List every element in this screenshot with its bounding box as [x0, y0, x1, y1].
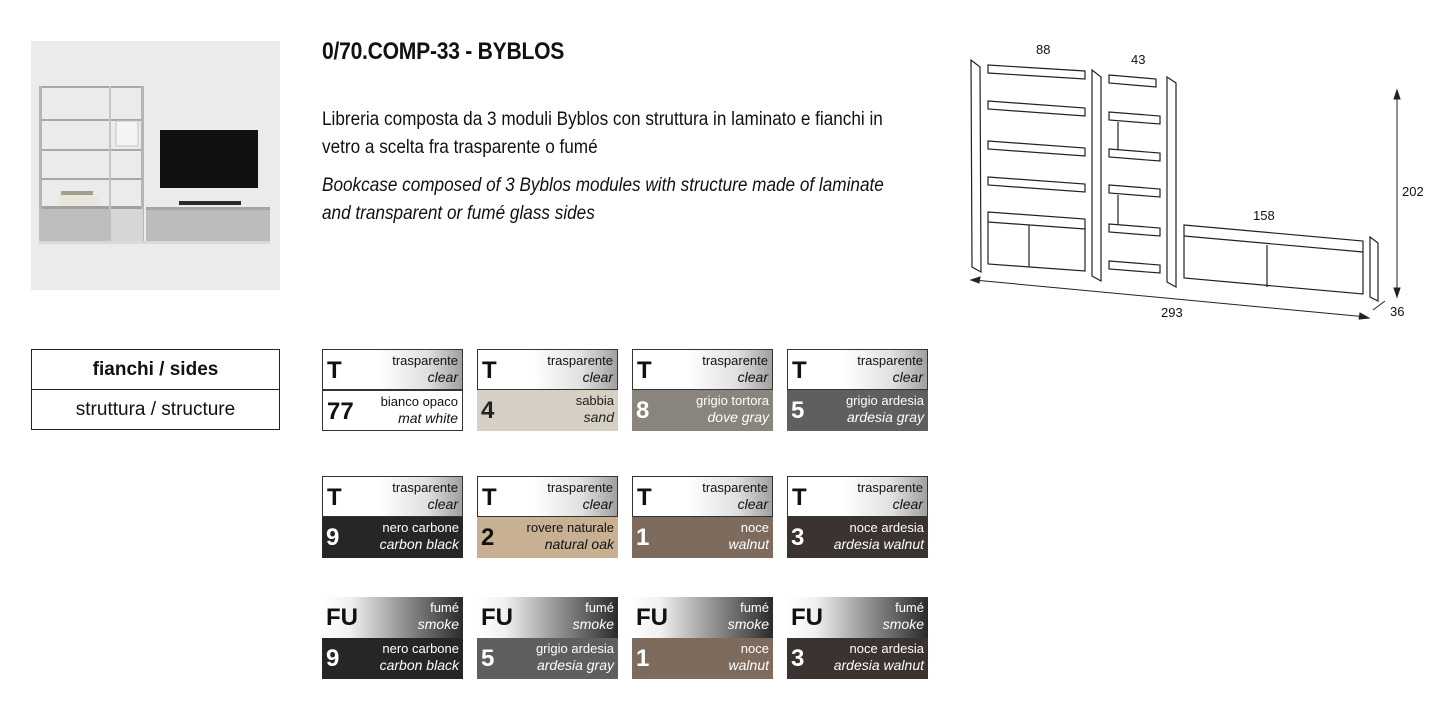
- finish-swatch[interactable]: [787, 349, 928, 431]
- structure-code: 1: [636, 524, 650, 551]
- side-name-italian: trasparente: [857, 353, 923, 368]
- structure-color-swatch: [322, 390, 463, 431]
- side-name-italian: fumé: [895, 600, 924, 615]
- structure-color-swatch: [322, 638, 463, 679]
- side-code: T: [327, 484, 342, 511]
- structure-code: 3: [791, 645, 805, 672]
- dimension-module-1-width: 88: [1036, 42, 1051, 57]
- structure-name-english: ardesia gray: [846, 409, 924, 425]
- finish-swatch[interactable]: [322, 476, 463, 558]
- side-name-english: clear: [427, 496, 458, 512]
- structure-code: 5: [791, 397, 805, 424]
- side-name-italian: trasparente: [547, 480, 613, 495]
- structure-code: 1: [636, 645, 650, 672]
- structure-name-english: mat white: [398, 410, 458, 426]
- product-photo: [31, 41, 280, 290]
- finish-swatch[interactable]: [477, 476, 618, 558]
- finish-swatch[interactable]: [477, 597, 618, 679]
- structure-name-english: carbon black: [379, 536, 459, 552]
- structure-code: 4: [481, 397, 495, 424]
- finish-swatch[interactable]: [322, 349, 463, 431]
- finish-legend: [31, 349, 280, 430]
- finish-swatch[interactable]: [632, 349, 773, 431]
- side-name-italian: trasparente: [547, 353, 613, 368]
- side-name-italian: trasparente: [392, 353, 458, 368]
- structure-name-english: walnut: [728, 536, 769, 552]
- side-code: T: [637, 357, 652, 384]
- side-code: FU: [481, 604, 513, 631]
- structure-name-italian: noce: [740, 520, 769, 535]
- finish-swatch[interactable]: [322, 597, 463, 679]
- side-name-english: clear: [737, 369, 768, 385]
- side-code: T: [482, 357, 497, 384]
- structure-name-english: natural oak: [544, 536, 614, 552]
- technical-drawing: [960, 35, 1430, 330]
- legend-structure: struttura / structure: [75, 399, 236, 420]
- bookcase-photo-illustration: [31, 41, 280, 290]
- finish-swatch[interactable]: [632, 476, 773, 558]
- structure-name-italian: grigio tortora: [696, 393, 769, 408]
- dimension-module-3-width: 158: [1253, 208, 1275, 223]
- structure-name-italian: noce ardesia: [849, 520, 924, 535]
- dimension-height: 202: [1402, 184, 1424, 199]
- side-code: FU: [791, 604, 823, 631]
- side-code: T: [637, 484, 652, 511]
- side-name-english: clear: [427, 369, 458, 385]
- structure-color-swatch: [477, 390, 618, 431]
- side-name-english: clear: [892, 369, 923, 385]
- structure-color-swatch: [632, 517, 773, 558]
- structure-code: 5: [481, 645, 495, 672]
- side-glass-swatch: [632, 349, 773, 390]
- structure-name-english: sand: [583, 409, 614, 425]
- side-name-italian: fumé: [585, 600, 614, 615]
- side-glass-swatch: [477, 476, 618, 517]
- structure-name-english: ardesia walnut: [833, 536, 924, 552]
- side-name-english: smoke: [882, 616, 924, 632]
- structure-name-italian: grigio ardesia: [535, 641, 614, 656]
- structure-name-italian: nero carbone: [382, 641, 459, 656]
- side-name-italian: fumé: [430, 600, 459, 615]
- description-english: Bookcase composed of 3 Byblos modules with structure made of laminate and transparent or fumé glass sides: [322, 174, 884, 224]
- side-name-italian: trasparente: [857, 480, 923, 495]
- side-name-english: clear: [892, 496, 923, 512]
- side-glass-swatch: [787, 349, 928, 390]
- finish-swatch[interactable]: [787, 597, 928, 679]
- structure-name-english: walnut: [728, 657, 769, 673]
- structure-color-swatch: [787, 517, 928, 558]
- structure-color-swatch: [632, 638, 773, 679]
- structure-code: 9: [326, 645, 340, 672]
- structure-color-swatch: [787, 638, 928, 679]
- side-code: FU: [326, 604, 358, 631]
- side-glass-swatch: [477, 597, 618, 638]
- side-name-english: clear: [582, 369, 613, 385]
- side-name-english: smoke: [572, 616, 614, 632]
- description-italian: Libreria composta da 3 moduli Byblos con struttura in laminato e fianchi in vetro a scelta fra trasparente o fumé: [322, 108, 883, 158]
- dimension-depth: 36: [1390, 304, 1405, 319]
- side-name-italian: trasparente: [702, 480, 768, 495]
- structure-code: 2: [481, 524, 495, 551]
- finish-swatch[interactable]: [632, 597, 773, 679]
- structure-color-swatch: [477, 517, 618, 558]
- structure-name-italian: nero carbone: [382, 520, 459, 535]
- legend-sides: fianchi / sides: [32, 350, 279, 390]
- structure-name-english: ardesia walnut: [833, 657, 924, 673]
- side-code: T: [792, 484, 807, 511]
- structure-color-swatch: [632, 390, 773, 431]
- side-code: T: [327, 357, 342, 384]
- side-name-english: clear: [582, 496, 613, 512]
- side-name-english: clear: [737, 496, 768, 512]
- side-name-italian: trasparente: [392, 480, 458, 495]
- finish-swatch[interactable]: [787, 476, 928, 558]
- structure-name-italian: bianco opaco: [380, 394, 458, 409]
- structure-color-swatch: [477, 638, 618, 679]
- side-code: FU: [636, 604, 668, 631]
- side-glass-swatch: [322, 597, 463, 638]
- structure-code: 77: [327, 398, 354, 425]
- side-code: T: [482, 484, 497, 511]
- structure-name-italian: noce ardesia: [849, 641, 924, 656]
- structure-name-english: carbon black: [379, 657, 459, 673]
- structure-code: 8: [636, 397, 650, 424]
- structure-code: 3: [791, 524, 805, 551]
- finish-swatch[interactable]: [477, 349, 618, 431]
- structure-name-english: ardesia gray: [536, 657, 614, 673]
- structure-code: 9: [326, 524, 340, 551]
- structure-name-italian: rovere naturale: [526, 520, 614, 535]
- side-name-italian: trasparente: [702, 353, 768, 368]
- structure-name-italian: noce: [740, 641, 769, 656]
- dimension-module-2-width: 43: [1131, 52, 1146, 67]
- side-name-english: smoke: [417, 616, 459, 632]
- side-glass-swatch: [322, 349, 463, 390]
- side-glass-swatch: [787, 476, 928, 517]
- side-glass-swatch: [632, 597, 773, 638]
- side-glass-swatch: [477, 349, 618, 390]
- side-glass-swatch: [787, 597, 928, 638]
- structure-color-swatch: [322, 517, 463, 558]
- side-name-english: smoke: [727, 616, 769, 632]
- side-code: T: [792, 357, 807, 384]
- side-glass-swatch: [632, 476, 773, 517]
- side-name-italian: fumé: [740, 600, 769, 615]
- structure-name-italian: grigio ardesia: [845, 393, 924, 408]
- side-glass-swatch: [322, 476, 463, 517]
- dimension-total-width: 293: [1161, 305, 1183, 320]
- structure-name-italian: sabbia: [575, 393, 614, 408]
- structure-name-english: dove gray: [707, 409, 769, 425]
- structure-color-swatch: [787, 390, 928, 431]
- product-title: 0/70.COMP-33 - BYBLOS: [322, 38, 565, 65]
